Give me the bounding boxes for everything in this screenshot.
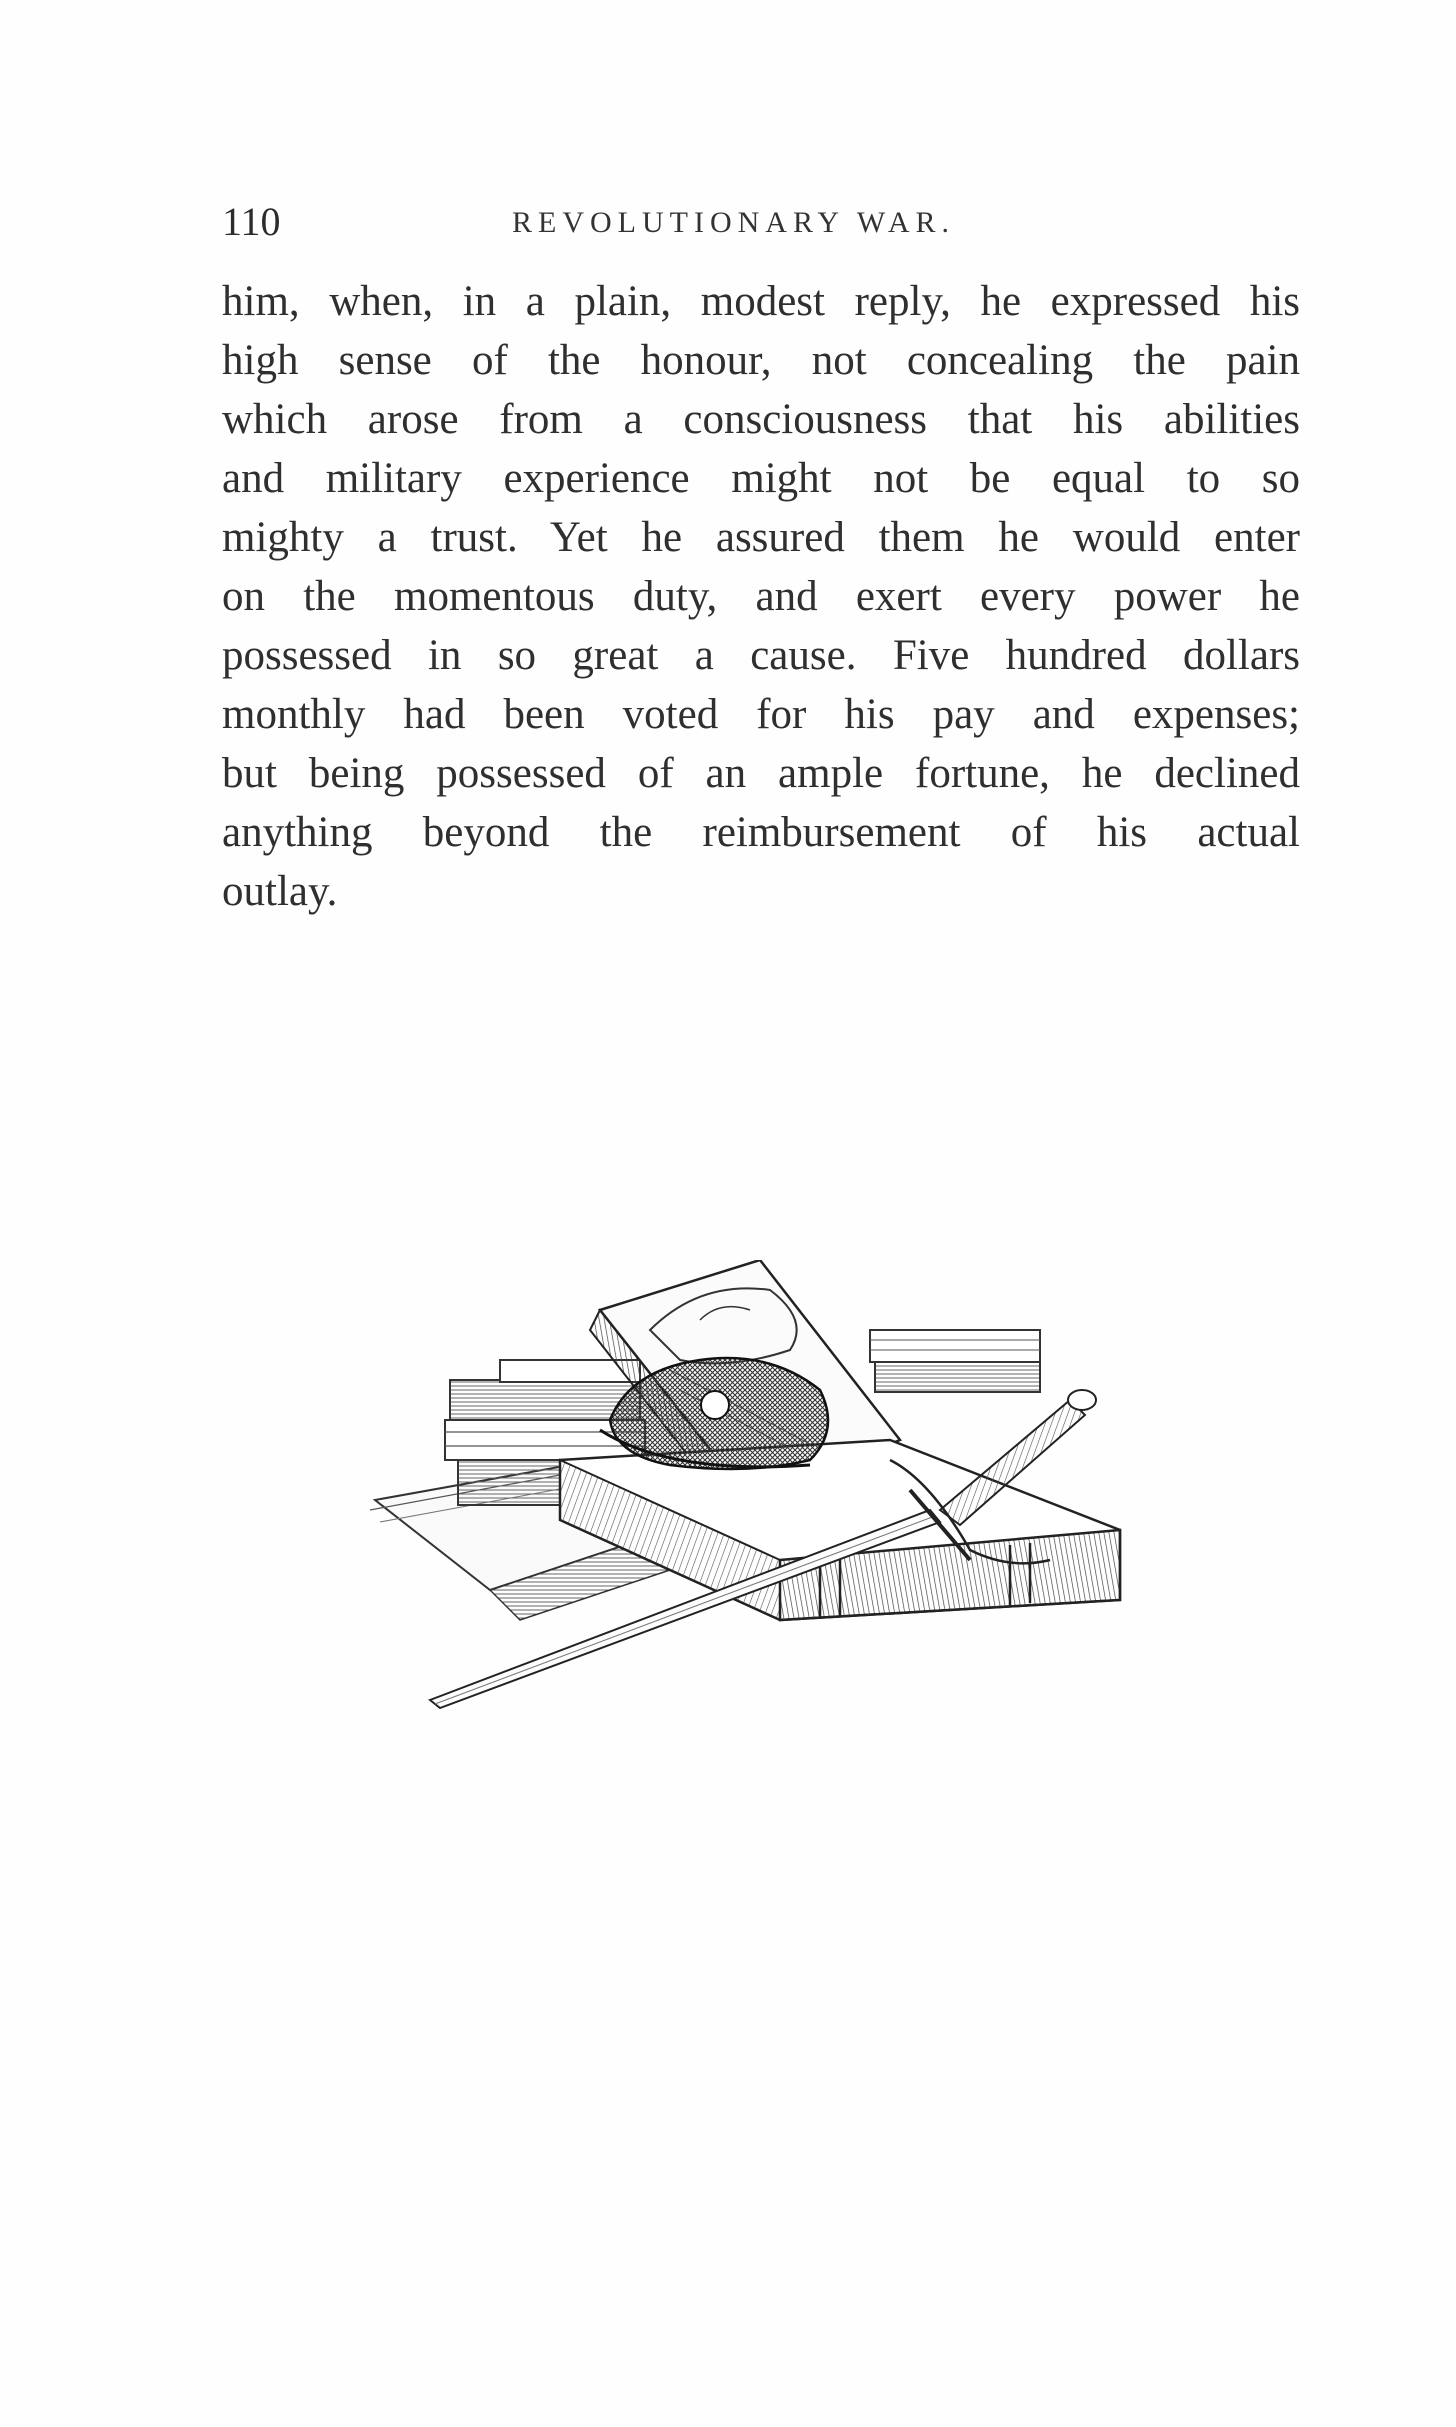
- text-line: but being possessed of an ample fortune, he declined: [222, 750, 1300, 797]
- running-title: REVOLUTIONARY WAR.: [512, 206, 955, 239]
- text-line: which arose from a consciousness that his abilities: [222, 396, 1300, 443]
- text-line: on the momentous duty, and exert every power he: [222, 573, 1300, 620]
- text-line: possessed in so great a cause. Five hundred dollars: [222, 632, 1300, 679]
- books-hat-sword-engraving-icon: [370, 1260, 1150, 1720]
- text-line: anything beyond the reimbursement of his actual: [222, 809, 1300, 856]
- text-line: monthly had been voted for his pay and expenses;: [222, 691, 1300, 738]
- text-line: and military experience might not be equal to so: [222, 455, 1300, 502]
- text-line: him, when, in a plain, modest reply, he expressed his: [222, 278, 1300, 325]
- running-head: [222, 198, 1302, 258]
- engraving-svg: [370, 1260, 1150, 1720]
- right-book-stack-icon: [870, 1330, 1040, 1392]
- body-paragraph: [222, 272, 1300, 921]
- large-book-icon: [560, 1440, 1120, 1620]
- text-line: outlay.: [222, 868, 338, 915]
- page-number: 110: [222, 199, 281, 244]
- text-line: high sense of the honour, not concealing the pain: [222, 337, 1300, 384]
- text-line: mighty a trust. Yet he assured them he would enter: [222, 514, 1300, 561]
